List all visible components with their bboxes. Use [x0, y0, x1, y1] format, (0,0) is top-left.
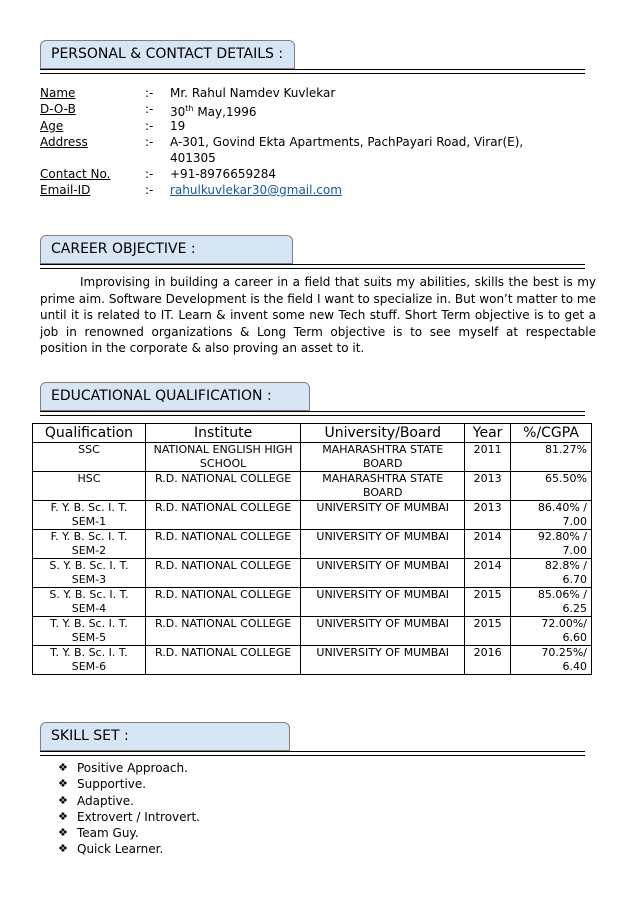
cell-line: 82.8% /	[544, 559, 587, 572]
institute-cell	[145, 646, 300, 675]
year-cell	[465, 443, 511, 472]
cell-line: SCHOOL	[199, 457, 247, 470]
skill-item	[58, 809, 200, 825]
skill-text: Adaptive.	[77, 793, 134, 808]
cell-line: UNIVERSITY OF MUMBAI	[316, 588, 450, 601]
section-heading-education: EDUCATIONAL QUALIFICATION :	[40, 382, 310, 411]
dob-day: 30	[170, 105, 186, 119]
table-row	[33, 501, 592, 530]
age-row	[40, 118, 600, 134]
cell-line: R.D. NATIONAL COLLEGE	[155, 559, 292, 572]
cell-line: UNIVERSITY OF MUMBAI	[316, 617, 450, 630]
qualification-cell	[33, 559, 146, 588]
cell-line: SEM-6	[71, 660, 107, 673]
cell-line: F. Y. B. Sc. I. T.	[50, 501, 128, 514]
cell-line: T. Y. B. Sc. I. T.	[50, 617, 128, 630]
year-cell	[465, 617, 511, 646]
table-row	[33, 588, 592, 617]
section-heading-skills: SKILL SET :	[40, 722, 290, 751]
cell-line: S. Y. B. Sc. I. T.	[49, 588, 129, 601]
separator: :-	[145, 119, 154, 133]
university-cell	[301, 443, 465, 472]
header-institute: Institute	[145, 424, 300, 443]
diamond-bullet-icon: ❖	[58, 826, 68, 840]
year-cell	[465, 588, 511, 617]
skills-list	[58, 760, 200, 858]
university-cell	[301, 559, 465, 588]
section-heading-personal: PERSONAL & CONTACT DETAILS :	[40, 40, 295, 69]
cell-line: BOARD	[362, 457, 403, 470]
separator: :-	[145, 102, 154, 116]
cell-line: 72.00%/	[541, 617, 587, 630]
skill-text: Quick Learner.	[77, 842, 164, 857]
score-cell	[511, 617, 592, 646]
cell-line: 92.80% /	[537, 530, 587, 543]
score-cell	[511, 588, 592, 617]
separator: :-	[145, 167, 154, 181]
qualification-cell	[33, 501, 146, 530]
cell-line: 2014	[473, 530, 502, 543]
cell-line: 2011	[473, 443, 502, 456]
qualification-cell	[33, 646, 146, 675]
qualification-cell	[33, 472, 146, 501]
cell-line: 6.25	[562, 602, 587, 615]
email-row	[40, 182, 600, 198]
cell-line: NATIONAL ENGLISH HIGH	[153, 443, 293, 456]
name-value: Mr. Rahul Namdev Kuvlekar	[170, 86, 336, 100]
cell-line: 2014	[473, 559, 502, 572]
address-label: Address	[40, 135, 88, 149]
cell-line: 7.00	[562, 515, 587, 528]
institute-cell	[145, 617, 300, 646]
cell-line: R.D. NATIONAL COLLEGE	[155, 588, 292, 601]
diamond-bullet-icon: ❖	[58, 793, 68, 807]
score-cell	[511, 501, 592, 530]
table-row	[33, 617, 592, 646]
cell-line: 2016	[473, 646, 502, 659]
cell-line: MAHARASHTRA STATE	[322, 443, 444, 456]
table-row	[33, 530, 592, 559]
university-cell	[301, 588, 465, 617]
section-divider	[40, 69, 585, 74]
contact-value: +91-8976659284	[170, 167, 277, 181]
table-row	[33, 443, 592, 472]
email-link[interactable]: rahulkuvlekar30@gmail.com	[170, 183, 342, 197]
skill-text: Extrovert / Introvert.	[77, 809, 200, 824]
institute-cell	[145, 501, 300, 530]
skill-item	[58, 841, 200, 857]
address-line-2: 401305	[170, 151, 216, 165]
skill-item	[58, 776, 200, 792]
cell-line: SSC	[78, 443, 100, 456]
education-table	[32, 423, 592, 675]
cell-line: SEM-4	[71, 602, 107, 615]
cell-line: UNIVERSITY OF MUMBAI	[316, 646, 450, 659]
cell-line: R.D. NATIONAL COLLEGE	[155, 646, 292, 659]
contact-row	[40, 166, 600, 182]
dob-suffix: th	[185, 104, 194, 113]
cell-line: 70.25%/	[541, 646, 587, 659]
cell-line: S. Y. B. Sc. I. T.	[49, 559, 129, 572]
section-divider	[40, 264, 585, 269]
year-cell	[465, 530, 511, 559]
skill-text: Team Guy.	[77, 826, 139, 841]
cell-line: SEM-1	[71, 515, 107, 528]
section-divider	[40, 751, 585, 756]
cell-line: 2015	[473, 617, 502, 630]
university-cell	[301, 501, 465, 530]
cell-line: HSC	[77, 472, 101, 485]
skill-item	[58, 825, 200, 841]
university-cell	[301, 472, 465, 501]
diamond-bullet-icon: ❖	[58, 777, 68, 791]
separator: :-	[145, 86, 154, 100]
dob-rest: May,1996	[193, 105, 257, 119]
qualification-cell	[33, 617, 146, 646]
qualification-cell	[33, 530, 146, 559]
cell-line: R.D. NATIONAL COLLEGE	[155, 617, 292, 630]
cell-line: UNIVERSITY OF MUMBAI	[316, 530, 450, 543]
university-cell	[301, 646, 465, 675]
cell-line: 6.40	[562, 660, 587, 673]
section-heading-career: CAREER OBJECTIVE :	[40, 235, 293, 264]
section-divider	[40, 411, 585, 416]
header-score: %/CGPA	[511, 424, 592, 443]
separator: :-	[145, 135, 154, 149]
cell-line: T. Y. B. Sc. I. T.	[50, 646, 128, 659]
cell-line: MAHARASHTRA STATE	[322, 472, 444, 485]
cell-line: UNIVERSITY OF MUMBAI	[316, 501, 450, 514]
score-cell	[511, 646, 592, 675]
cell-line: 2013	[473, 501, 502, 514]
qualification-cell	[33, 588, 146, 617]
year-cell	[465, 472, 511, 501]
skill-text: Positive Approach.	[77, 761, 188, 775]
skill-text: Supportive.	[77, 777, 147, 792]
cell-line: 2015	[473, 588, 502, 601]
cell-line: 86.40% /	[537, 501, 587, 514]
cell-line: 7.00	[562, 544, 587, 557]
name-row	[40, 85, 600, 101]
cell-line: R.D. NATIONAL COLLEGE	[155, 530, 292, 543]
university-cell	[301, 617, 465, 646]
diamond-bullet-icon: ❖	[58, 809, 68, 823]
university-cell	[301, 530, 465, 559]
cell-line: 65.50%	[545, 472, 587, 485]
score-cell	[511, 443, 592, 472]
cell-line: 6.70	[562, 573, 587, 586]
header-qualification: Qualification	[33, 424, 146, 443]
diamond-bullet-icon: ❖	[58, 842, 68, 856]
cell-line: UNIVERSITY OF MUMBAI	[316, 559, 450, 572]
skill-item	[58, 793, 200, 809]
score-cell	[511, 559, 592, 588]
cell-line: SEM-3	[71, 573, 107, 586]
institute-cell	[145, 588, 300, 617]
table-row	[33, 559, 592, 588]
table-row	[33, 472, 592, 501]
cell-line: 81.27%	[545, 443, 587, 456]
cell-line: 6.60	[562, 631, 587, 644]
age-value: 19	[170, 119, 186, 133]
name-label: Name	[40, 86, 76, 100]
separator: :-	[145, 183, 154, 197]
cell-line: F. Y. B. Sc. I. T.	[50, 530, 128, 543]
institute-cell	[145, 443, 300, 472]
year-cell	[465, 646, 511, 675]
score-cell	[511, 472, 592, 501]
dob-row	[40, 101, 600, 117]
diamond-bullet-icon: ❖	[58, 761, 68, 774]
contact-label: Contact No.	[40, 167, 111, 181]
institute-cell	[145, 559, 300, 588]
cell-line: SEM-5	[71, 631, 107, 644]
header-year: Year	[465, 424, 511, 443]
cell-line: R.D. NATIONAL COLLEGE	[155, 472, 292, 485]
table-header-row	[33, 424, 592, 443]
year-cell	[465, 501, 511, 530]
age-label: Age	[40, 119, 64, 133]
header-university: University/Board	[301, 424, 465, 443]
cell-line: R.D. NATIONAL COLLEGE	[155, 501, 292, 514]
cell-line: 85.06% /	[537, 588, 587, 601]
skill-item	[58, 760, 200, 776]
table-row	[33, 646, 592, 675]
cell-line: 2013	[473, 472, 502, 485]
address-line-1: A-301, Govind Ekta Apartments, PachPayari Road, Virar(E),	[170, 135, 524, 149]
email-label: Email-ID	[40, 183, 91, 197]
address-row	[40, 134, 600, 166]
score-cell	[511, 530, 592, 559]
qualification-cell	[33, 443, 146, 472]
cell-line: SEM-2	[71, 544, 107, 557]
institute-cell	[145, 530, 300, 559]
cell-line: BOARD	[362, 486, 403, 499]
year-cell	[465, 559, 511, 588]
career-objective-text: Improvising in building a career in a field that suits my abilities, skills the best is my prime aim. Software Development is the field I want to specialize in. But won’t matter to me until it is related to IT. Learn & invent some new Tech stuff. Short Term objective is to get a job in renowned organizations & Long Term objective is to see myself at respectable position in the corporate & also proving an asset to it.	[40, 275, 596, 355]
dob-label: D-O-B	[40, 102, 76, 116]
institute-cell	[145, 472, 300, 501]
